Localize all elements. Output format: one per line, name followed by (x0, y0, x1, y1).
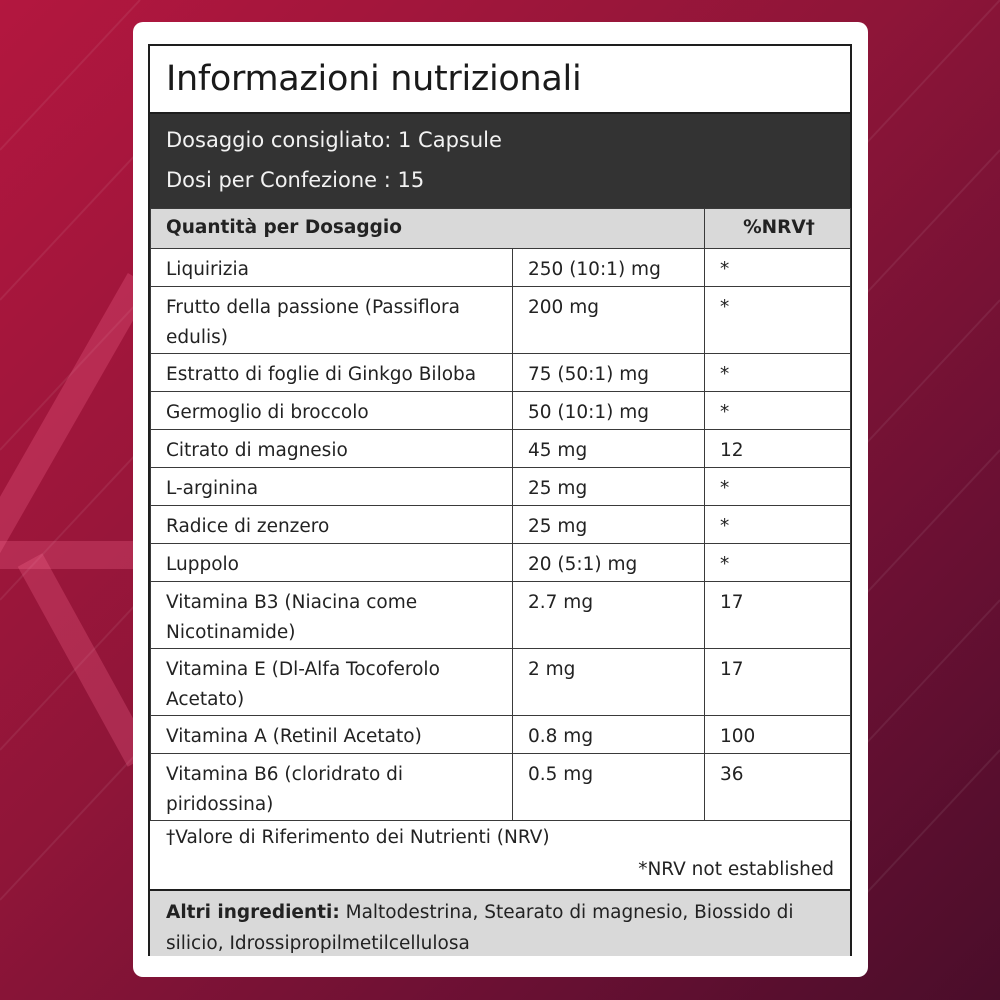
header-nrv: %NRV† (705, 209, 851, 249)
ingredient-name: Germoglio di broccolo (151, 392, 513, 430)
table-row (151, 544, 851, 582)
ingredient-amount: 50 (10:1) mg (513, 392, 705, 430)
ingredient-nrv: * (705, 287, 851, 354)
table-row (151, 392, 851, 430)
ingredient-nrv: 12 (705, 430, 851, 468)
ingredient-name: Vitamina A (Retinil Acetato) (151, 716, 513, 754)
table-row (151, 249, 851, 287)
ingredient-name: Frutto della passione (Passiflora edulis) (151, 287, 513, 354)
nrv-definition: †Valore di Riferimento dei Nutrienti (NRV) (166, 827, 550, 848)
ingredient-nrv: 36 (705, 754, 851, 821)
table-row (151, 468, 851, 506)
table-row (151, 287, 851, 354)
table-row (151, 582, 851, 649)
ingredient-amount: 25 mg (513, 506, 705, 544)
table-row (151, 649, 851, 716)
ingredient-nrv: * (705, 468, 851, 506)
ingredient-amount: 0.5 mg (513, 754, 705, 821)
ingredient-name: L-arginina (151, 468, 513, 506)
ingredient-amount: 75 (50:1) mg (513, 354, 705, 392)
ingredient-name: Vitamina E (Dl-Alfa Tocoferolo Acetato) (151, 649, 513, 716)
ingredient-nrv: * (705, 392, 851, 430)
doses-per-pack: Dosi per Confezione : 15 (166, 168, 425, 192)
ingredient-amount: 2.7 mg (513, 582, 705, 649)
other-ingredients-text: Maltodestrina, Stearato di magnesio, Biossido di silicio, Idrossipropilmetilcellulosa (166, 902, 794, 954)
ingredient-name: Citrato di magnesio (151, 430, 513, 468)
ingredient-amount: 45 mg (513, 430, 705, 468)
table-row (151, 754, 851, 821)
ingredient-nrv: 17 (705, 649, 851, 716)
nrv-not-established: *NRV not established (638, 859, 834, 880)
table-header (151, 209, 851, 249)
ingredient-amount: 25 mg (513, 468, 705, 506)
table-row (151, 354, 851, 392)
ingredient-name: Vitamina B3 (Niacina come Nicotinamide) (151, 582, 513, 649)
ingredient-nrv: * (705, 354, 851, 392)
ingredient-amount: 0.8 mg (513, 716, 705, 754)
page-title: Informazioni nutrizionali (150, 46, 850, 114)
header-quantity: Quantità per Dosaggio (151, 209, 705, 249)
footnotes (150, 821, 850, 891)
ingredient-nrv: * (705, 249, 851, 287)
other-ingredients-label: Altri ingredienti: (166, 902, 340, 923)
dosage-block (150, 114, 850, 208)
table-row (151, 430, 851, 468)
ingredient-name: Vitamina B6 (cloridrato di piridossina) (151, 754, 513, 821)
other-ingredients (150, 891, 850, 956)
recommended-dosage: Dosaggio consigliato: 1 Capsule (166, 128, 502, 152)
table-row (151, 506, 851, 544)
table-row (151, 716, 851, 754)
ingredient-amount: 20 (5:1) mg (513, 544, 705, 582)
ingredient-name: Estratto di foglie di Ginkgo Biloba (151, 354, 513, 392)
ingredient-amount: 200 mg (513, 287, 705, 354)
ingredient-name: Radice di zenzero (151, 506, 513, 544)
ingredient-name: Luppolo (151, 544, 513, 582)
ingredient-nrv: 17 (705, 582, 851, 649)
ingredient-nrv: 100 (705, 716, 851, 754)
ingredient-nrv: * (705, 544, 851, 582)
ingredient-name: Liquirizia (151, 249, 513, 287)
nutrition-panel (148, 44, 852, 956)
ingredient-nrv: * (705, 506, 851, 544)
ingredient-amount: 250 (10:1) mg (513, 249, 705, 287)
nutrition-table (150, 208, 851, 821)
ingredient-amount: 2 mg (513, 649, 705, 716)
